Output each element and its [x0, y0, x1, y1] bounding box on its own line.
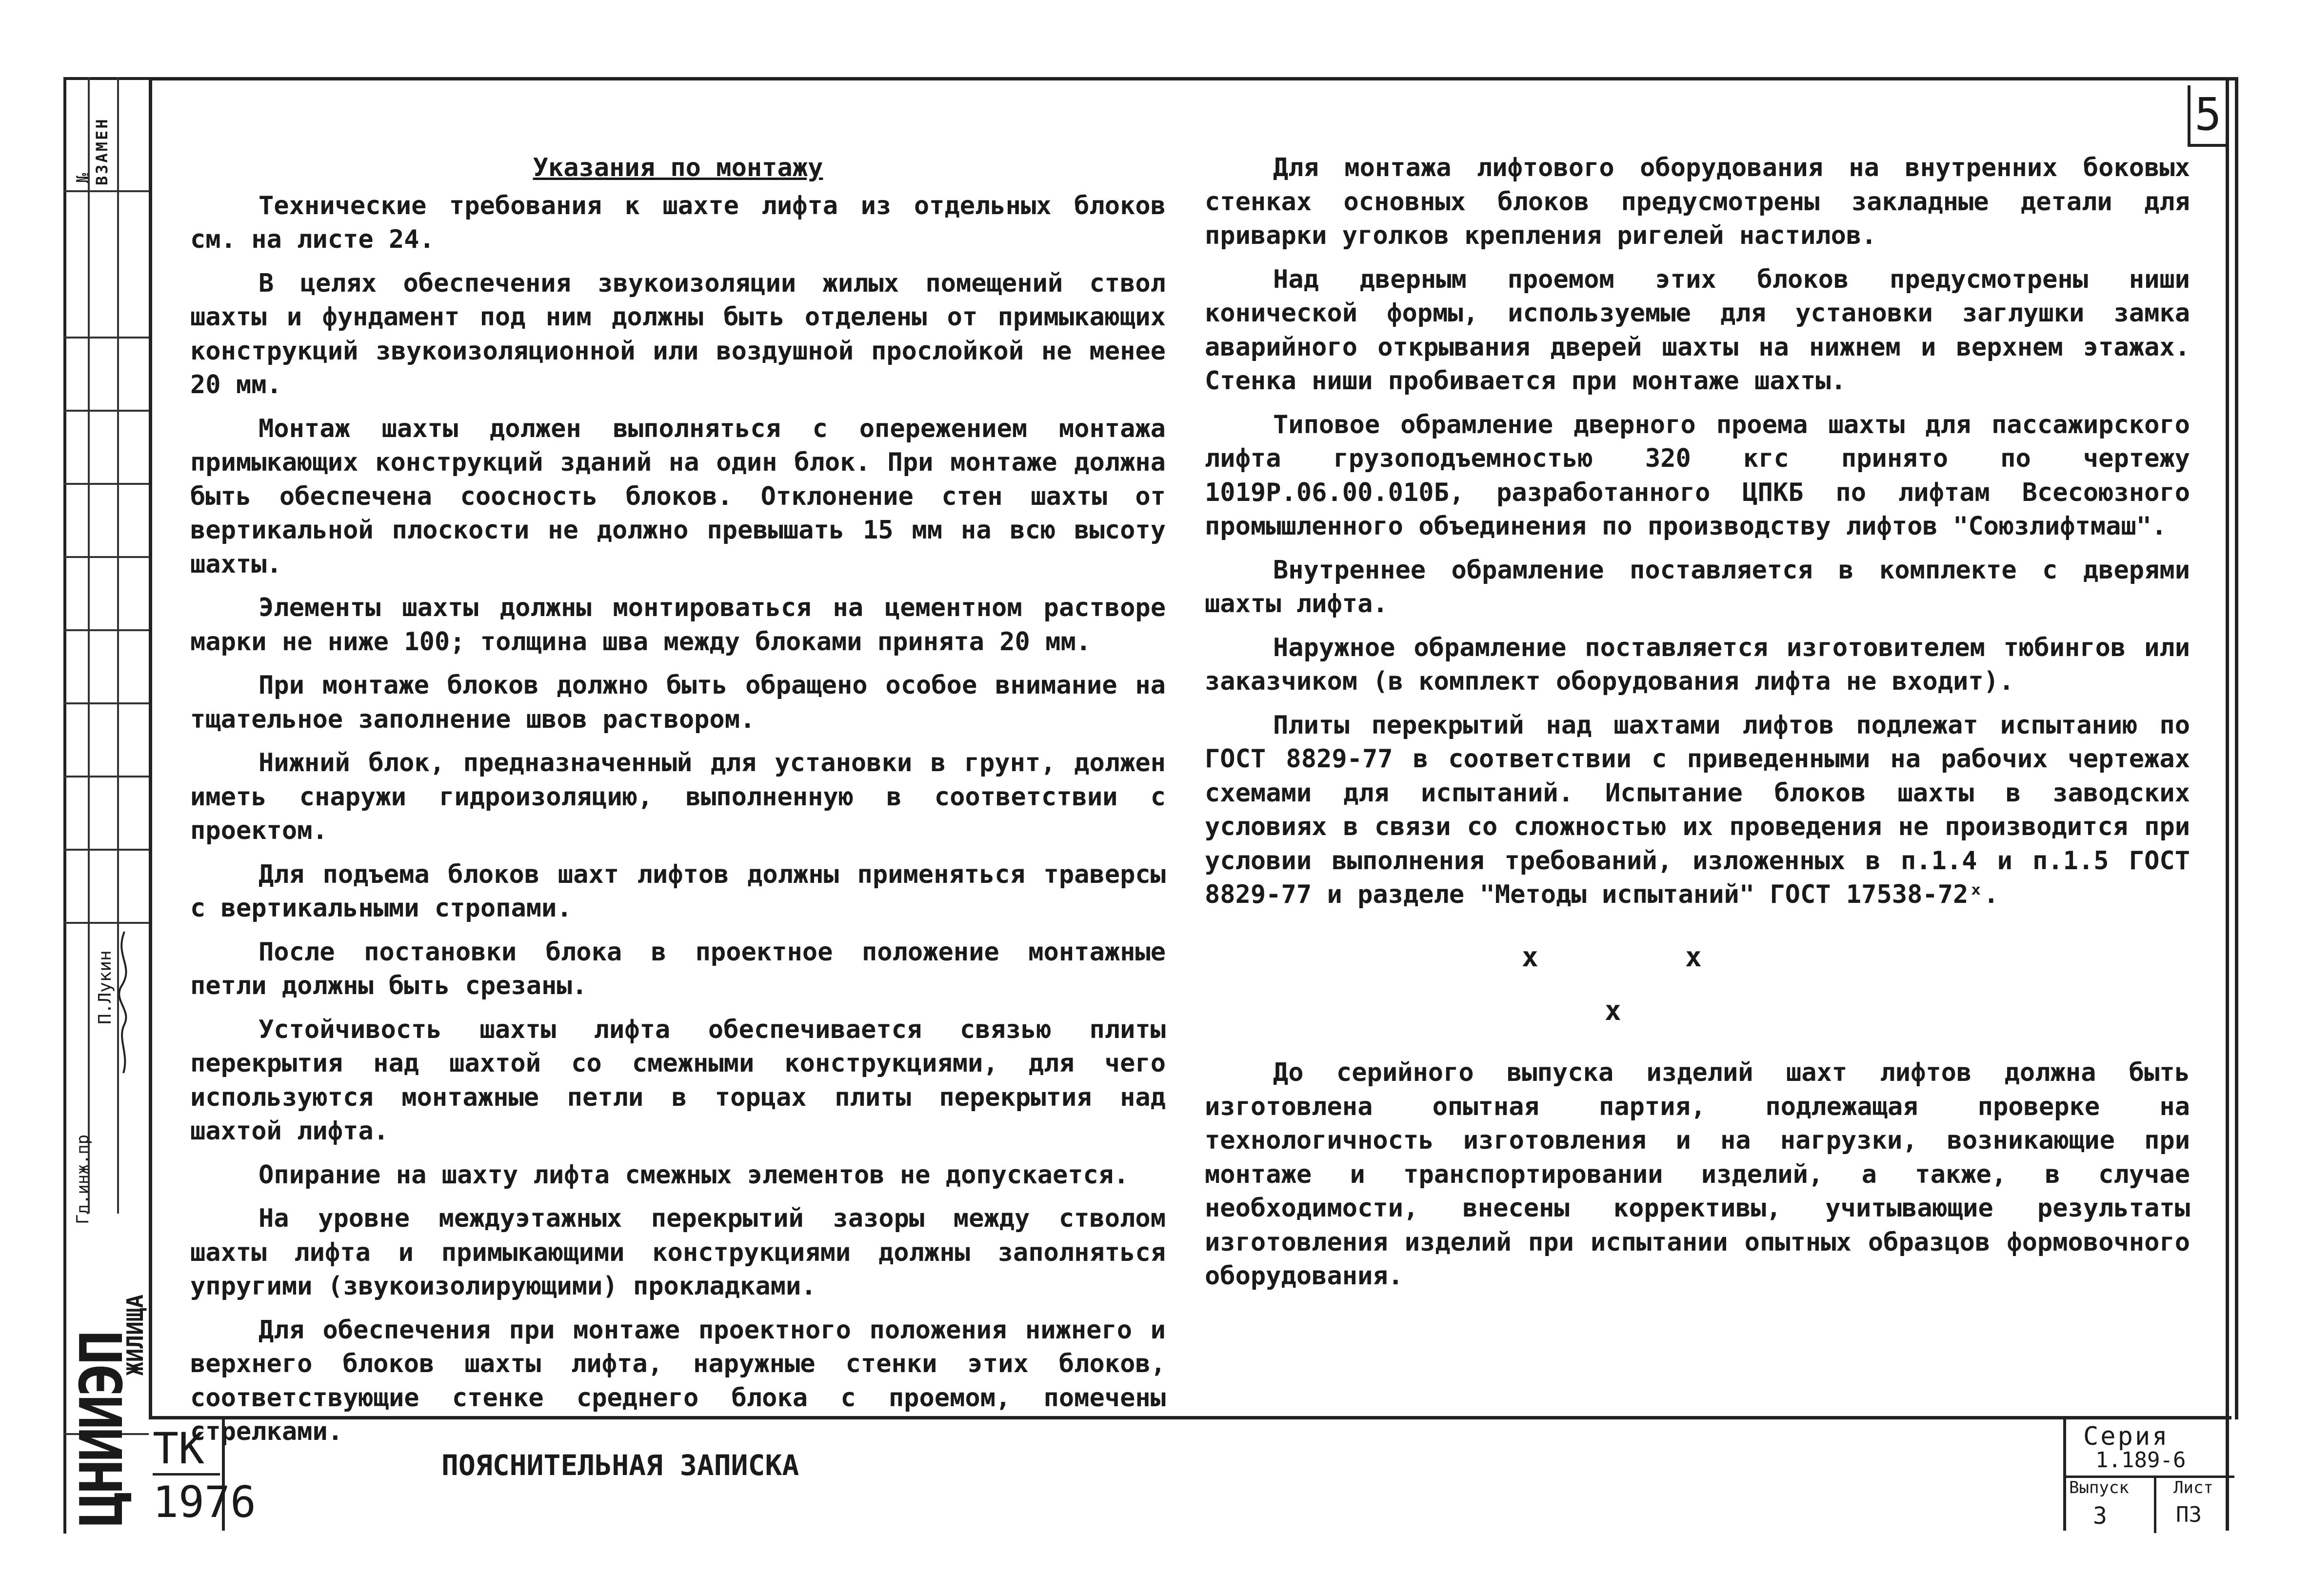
paragraph: Типовое обрамление дверного проема шахты для пассажирского лифта грузоподъемностью 320 кгс принято по чертежу 1019Р.06.00.010Б, разработанного ЦПКБ по лифтам Всесоюзного промышленного объединения по производству лифтов "Союзлифтмаш".	[1205, 410, 2190, 541]
paragraph: При монтаже блоков должно быть обращено особое внимание на тщательное заполнение швов раствором.	[190, 671, 1166, 734]
page-number: 5	[2188, 85, 2226, 147]
strip-cell	[63, 483, 149, 558]
strip-cell	[63, 556, 149, 631]
paragraph: Для подъема блоков шахт лифтов должны применяться траверсы с вертикальными стропами.	[190, 859, 1166, 923]
right-text-column	[1205, 151, 2190, 922]
separator-star: x	[1522, 941, 1538, 973]
strip-label-no: №	[73, 173, 93, 183]
final-paragraph: До серийного выпуска изделий шахт лифтов должна быть изготовлена опытная партия, подлежащая проверке на технологичность изготовления и на нагрузки, возникающие при монтаже и транспортировании изделий, а также, в случае необходимости, внесены коррективы, учитывающие результаты изготовления изделий при испытании опытных образцов формовочного оборудования.	[1205, 1058, 2190, 1291]
organization-logo	[63, 1229, 149, 1532]
org-logo-text: ЦНИИЭП	[68, 1333, 136, 1527]
strip-cell	[63, 776, 149, 851]
issue-label: Выпуск	[2069, 1478, 2129, 1497]
strip-cell	[63, 410, 149, 485]
document-title: ПОЯСНИТЕЛЬНАЯ ЗАПИСКА	[441, 1449, 799, 1482]
strip-cell	[63, 190, 149, 339]
signature-image	[110, 927, 139, 1083]
paragraph: В целях обеспечения звукоизоляции жилых помещений ствол шахты и фундамент под ним должны быть отделены от примыкающих конструкций звукоизоляционной или воздушной прослойкой не менее 20 мм.	[190, 268, 1166, 399]
paragraph: Технические требования к шахте лифта из отдельных блоков см. на листе 24.	[190, 191, 1166, 254]
separator-star: x	[1685, 941, 1702, 973]
strip-cell	[63, 337, 149, 412]
tk-label: ТК	[153, 1424, 220, 1476]
series-value: 1.189-6	[2095, 1448, 2186, 1473]
strip-cell	[63, 849, 149, 924]
separator-stars	[1414, 941, 1756, 1039]
sheet-label: Лист	[2173, 1478, 2213, 1497]
issue-value: 3	[2093, 1502, 2107, 1530]
paragraph: Устойчивость шахты лифта обеспечивается связью плиты перекрытия над шахтой со смежными конструкциями, для чего используются монтажные петли в торцах плиты перекрытия над шахтой лифта.	[190, 1015, 1166, 1146]
paragraph: Нижний блок, предназначенный для установки в грунт, должен иметь снаружи гидроизоляцию, выполненную в соответствии с проектом.	[190, 748, 1166, 845]
series-block	[2063, 1419, 2234, 1531]
sheet-value: ПЗ	[2176, 1502, 2202, 1527]
strip-cell	[63, 629, 149, 704]
strip-label-vzamen: ВЗАМЕН	[93, 117, 111, 185]
paragraph: На уровне междуэтажных перекрытий зазоры между стволом шахты лифта и примыкающими конструкциями должны заполняться упругими (звукоизолирующими) прокладками.	[190, 1204, 1166, 1301]
right-frame-line	[2226, 77, 2229, 1531]
paragraph: После постановки блока в проектное положение монтажные петли должны быть срезаны.	[190, 937, 1166, 1000]
section-heading: Указания по монтажу	[533, 153, 823, 182]
paragraph: Для обеспечения при монтаже проектного положения нижнего и верхнего блоков шахты лифта, наружные стенки этих блоков, соответствующие стенке среднего блока с проемом, помечены стрелками.	[190, 1315, 1166, 1446]
sheet-cell	[2156, 1478, 2234, 1533]
paragraph: Монтаж шахты должен выполняться с опережением монтажа примыкающих конструкций зданий на один блок. При монтаже должна быть обеспечена соосность блоков. Отклонение стен шахты от вертикальной плоскости не должно превышать 15 мм на всю высоту шахты.	[190, 414, 1166, 579]
issue-cell	[2066, 1478, 2156, 1533]
paragraph: Элементы шахты должны монтироваться на цементном растворе марки не ниже 100; толщина шва между блоками принята 20 мм.	[190, 593, 1166, 657]
tk-year: 1976	[153, 1477, 256, 1527]
paragraph: Опирание на шахту лифта смежных элементов не допускается.	[259, 1160, 1129, 1190]
strip-label-gl-ing: Гл.инж.пр	[73, 1134, 93, 1224]
left-text-column	[190, 151, 1166, 1459]
paragraph: Для монтажа лифтового оборудования на внутренних боковых стенках основных блоков предусмотрены закладные детали для приварки уголков крепления ригелей настилов.	[1205, 153, 2190, 250]
title-block	[149, 1416, 2231, 1534]
paragraph: Внутреннее обрамление поставляется в комплекте с дверями шахты лифта.	[1205, 555, 2190, 618]
tk-cell	[149, 1419, 256, 1531]
strip-name-lukin: П.Лукин	[95, 950, 115, 1024]
series-label: Серия	[2083, 1422, 2170, 1451]
strip-cell	[63, 702, 149, 778]
separator-star: x	[1605, 995, 1621, 1027]
strip-divider	[88, 77, 90, 1214]
paragraph: Наружное обрамление поставляется изготовителем тюбингов или заказчиком (в комплект оборудования лифта не входит).	[1205, 633, 2190, 696]
paragraph: Над дверным проемом этих блоков предусмотрены ниши конической формы, используемые для установки заглушки замка аварийного открывания дверей шахты на нижнем и верхнем этажах. Стенка ниши пробивается при монтаже шахты.	[1205, 264, 2190, 396]
issue-sheet-row	[2066, 1476, 2234, 1533]
paragraph: Плиты перекрытий над шахтами лифтов подлежат испытанию по ГОСТ 8829-77 в соответствии с приведенными на рабочих чертежах схемами для испытаний. Испытание блоков шахты в заводских условиях в связи со сложностью их проведения не производится при условии выполнения требований, изложенных в п.1.4 и п.1.5 ГОСТ 8829-77 и разделе "Методы испытаний" ГОСТ 17538-72ˣ.	[1205, 710, 2190, 909]
org-word: ЖИЛИЩА	[122, 1294, 148, 1376]
